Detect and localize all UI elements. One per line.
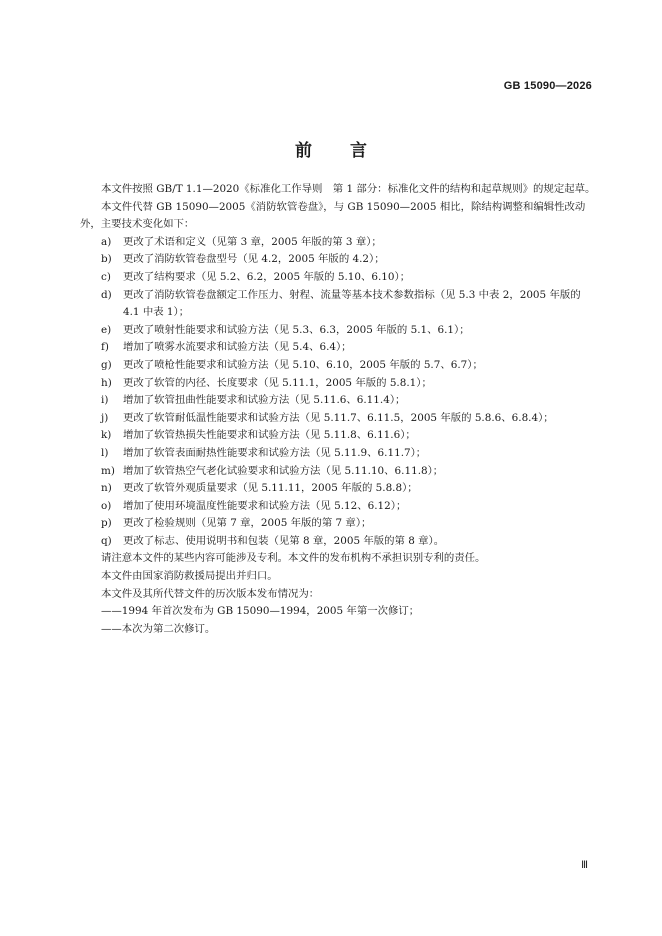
list-item	[80, 515, 596, 533]
list-item-text: 增加了使用环境温度性能要求和试验方法（见 5.12、6.12）；	[123, 499, 407, 512]
list-item	[80, 480, 596, 498]
list-item-text: 更改了检验规则（见第 7 章，2005 年版的第 7 章）；	[123, 517, 372, 530]
list-item-text: 增加了软管热损失性能要求和试验方法（见 5.11.8、6.11.6）；	[123, 429, 416, 442]
list-item	[80, 463, 596, 481]
list-item-text: 更改了消防软管卷盘额定工作压力、射程、流量等基本技术参数指标（见 5.3 中表 2，2005 年版的 4.1 中表 1）；	[123, 288, 581, 319]
list-item-text: 更改了消防软管卷盘型号（见 4.2，2005 年版的 4.2）；	[123, 253, 385, 266]
list-item-text: 更改了喷射性能要求和试验方法（见 5.3、6.3，2005 年版的 5.1、6.1）；	[123, 323, 470, 336]
list-item-text: 更改了结构要求（见 5.2、6.2，2005 年版的 5.10、6.10）；	[123, 270, 411, 283]
list-item-text: 更改了软管外观质量要求（见 5.11.11，2005 年版的 5.8.8）；	[123, 482, 418, 495]
list-item-label: p)	[101, 517, 112, 530]
list-item	[80, 410, 596, 428]
list-item-label: g)	[101, 358, 112, 371]
list-item-label: q)	[101, 534, 112, 547]
list-item	[80, 427, 596, 445]
list-item-label: b)	[101, 253, 112, 266]
list-item	[80, 533, 596, 551]
list-item-text: 更改了喷枪性能要求和试验方法（见 5.10、6.10，2005 年版的 5.7、6.7）；	[123, 358, 483, 371]
proposer-statement: 本文件由国家消防救援局提出并归口。	[101, 570, 278, 583]
history-intro: 本文件及其所代替文件的历次版本发布情况为：	[101, 587, 320, 600]
list-item-text: 增加了软管热空气老化试验要求和试验方法（见 5.11.10、6.11.8）；	[123, 464, 444, 477]
list-item-text: 增加了软管扭曲性能要求和试验方法（见 5.11.6、6.11.4）；	[123, 394, 406, 407]
list-item-label: e)	[101, 323, 112, 336]
intro-paragraph-2: 本文件代替 GB 15090—2005《消防软管卷盘》，与 GB 15090—2005 相比，除结构调整和编辑性改动外，主要技术变化如下：	[80, 200, 586, 231]
page-title: 前言	[295, 141, 405, 161]
list-item-label: a)	[101, 235, 112, 248]
foreword-body	[80, 181, 596, 638]
list-item	[80, 375, 596, 393]
list-item-text: 更改了软管的内径、长度要求（见 5.11.1，2005 年版的 5.8.1）；	[123, 376, 432, 389]
list-item-label: h)	[101, 376, 112, 389]
list-item-label: f)	[101, 341, 109, 354]
list-item-label: j)	[101, 411, 109, 424]
list-item-text: 更改了标志、使用说明书和包装（见第 8 章，2005 年版的第 8 章）。	[123, 534, 445, 547]
list-item-label: c)	[101, 270, 111, 283]
standard-code: GB 15090—2026	[503, 80, 592, 92]
list-item-text: 更改了术语和定义（见第 3 章，2005 年版的第 3 章）；	[123, 235, 382, 248]
list-item-label: o)	[101, 499, 112, 512]
history-item-current: ——本次为第二次修订。	[101, 622, 216, 635]
list-item	[80, 392, 596, 410]
list-item	[80, 322, 596, 340]
history-item-first: ——1994 年首次发布为 GB 15090—1994，2005 年第一次修订；	[101, 605, 420, 618]
changes-list	[80, 234, 596, 551]
list-item-text: 更改了软管耐低温性能要求和试验方法（见 5.11.7、6.11.5，2005 年版的 5.8.6、6.8.4）；	[123, 411, 554, 424]
list-item-label: l)	[101, 446, 109, 459]
list-item	[80, 339, 596, 357]
list-item	[80, 498, 596, 516]
list-item	[80, 234, 596, 252]
list-item	[80, 269, 596, 287]
list-item-label: k)	[101, 429, 112, 442]
list-item-label: d)	[101, 288, 112, 301]
list-item-text: 增加了软管表面耐热性能要求和试验方法（见 5.11.9、6.11.7）；	[123, 446, 427, 459]
list-item-text: 增加了喷雾水流要求和试验方法（见 5.4、6.4）；	[123, 341, 352, 354]
list-item	[80, 357, 596, 375]
list-item	[80, 287, 596, 322]
list-item	[80, 251, 596, 269]
list-item	[80, 445, 596, 463]
list-item-label: i)	[101, 394, 109, 407]
page-number: Ⅲ	[581, 860, 588, 871]
patent-notice: 请注意本文件的某些内容可能涉及专利。本文件的发布机构不承担识别专利的责任。	[101, 552, 486, 565]
intro-paragraph-1: 本文件按照 GB/T 1.1—2020《标准化工作导则 第 1 部分：标准化文件的结构和起草规则》的规定起草。	[101, 183, 596, 195]
list-item-label: m)	[101, 464, 115, 477]
list-item-label: n)	[101, 482, 112, 495]
